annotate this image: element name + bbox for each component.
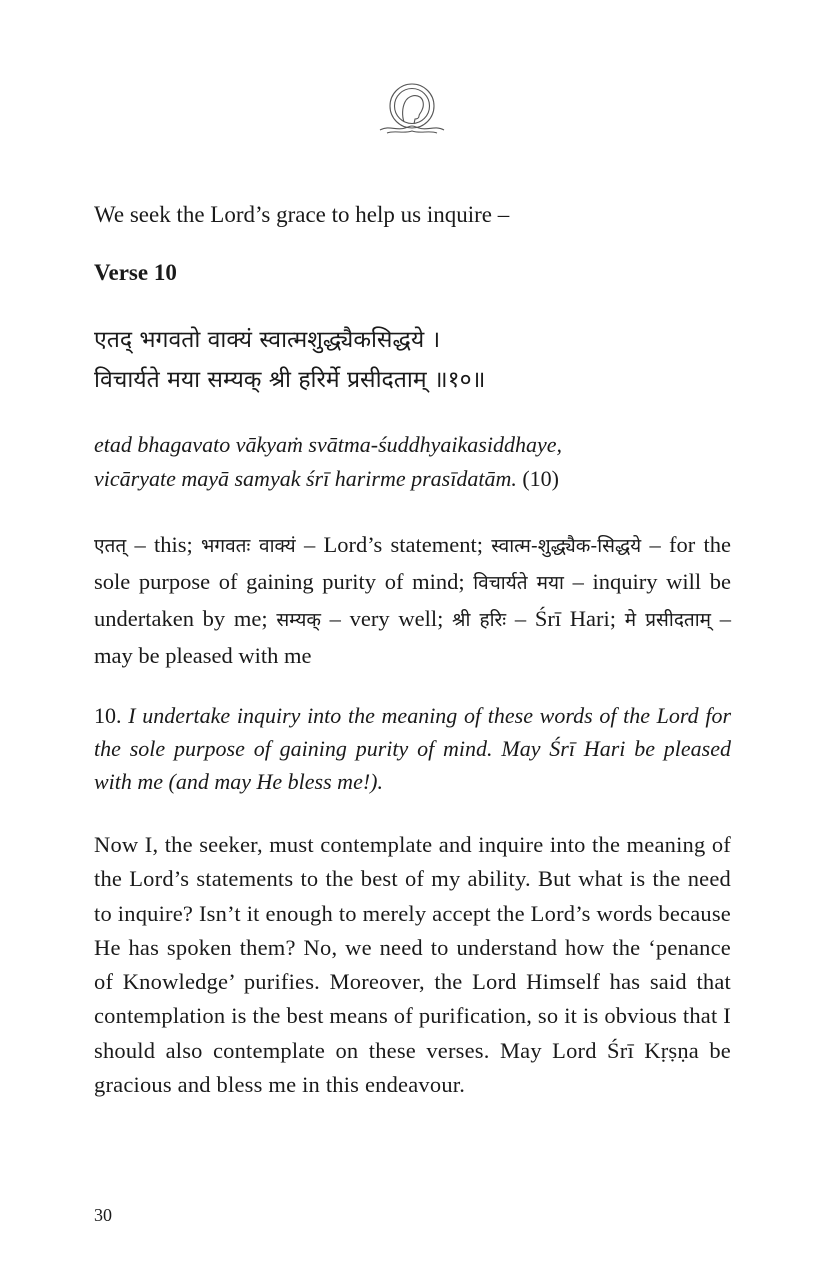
sanskrit-line-1: एतद् भगवतो वाक्यं स्वात्मशुद्ध्यैकसिद्धये । bbox=[94, 327, 441, 353]
transliteration-line-2 bbox=[94, 462, 731, 496]
word-meaning: – for the sole purpose of gaining purity of mind; bbox=[94, 532, 732, 594]
verse-translation bbox=[94, 699, 731, 798]
word-sanskrit: स्वात्म-शुद्ध्यैक-सिद्धये bbox=[491, 535, 642, 557]
word-sanskrit: विचार्यते मया bbox=[473, 572, 564, 594]
word-meaning: – very well; bbox=[320, 606, 453, 631]
page-number: 30 bbox=[94, 1205, 112, 1225]
book-page bbox=[94, 0, 731, 1275]
sanskrit-verse bbox=[94, 320, 731, 400]
word-meaning: – Śrī Hari; bbox=[506, 606, 625, 631]
word-meaning: – Lord’s statement; bbox=[295, 532, 492, 557]
translation-text: I undertake inquiry into the meaning of these words of the Lord for the sole purpose of gaining purity of mind. May Śrī Hari be pleased with me (and may He bless me!). bbox=[94, 703, 732, 794]
word-sanskrit: मे प्रसीदताम् bbox=[624, 609, 712, 631]
transliteration bbox=[94, 428, 731, 496]
transliteration-line-1: etad bhagavato vākyaṁ svātma-śuddhyaikasiddhaye, bbox=[94, 432, 562, 457]
verse-heading: Verse 10 bbox=[94, 260, 177, 285]
word-meaning: – may be pleased with me bbox=[94, 606, 731, 668]
word-meaning: – this; bbox=[126, 532, 202, 557]
word-sanskrit: एतत् bbox=[94, 535, 127, 557]
commentary-paragraph: Now I, the seeker, must contemplate and inquire into the meaning of the Lord’s statements to the best of my ability. But what is the need to inquire? Isn’t it enough to merely accept the Lord’s words because He has spoken them? No, we need to understand how the ‘penance of Knowledge’ purifies. Moreover, the Lord Himself has said that contemplation is the best means of purification, so it is obvious that I should also contemplate on these verses. May Lord Śrī Kṛṣṇa be gracious and bless me in this endeavour. bbox=[94, 832, 731, 1098]
verse-number: (10) bbox=[516, 466, 559, 491]
transliteration-line-2-text: vicāryate mayā samyak śrī harirme prasīdatām. bbox=[94, 466, 517, 491]
intro-line: We seek the Lord’s grace to help us inquire – bbox=[94, 202, 510, 227]
word-sanskrit: श्री हरिः bbox=[452, 609, 507, 631]
word-meanings bbox=[94, 527, 731, 673]
meditating-head-logo-icon bbox=[377, 80, 447, 140]
translation-number: 10. bbox=[94, 703, 129, 728]
word-sanskrit: सम्यक् bbox=[276, 609, 321, 631]
sanskrit-line-2: विचार्यते मया सम्यक् श्री हरिर्मे प्रसीदताम् ॥१०॥ bbox=[94, 367, 486, 393]
word-sanskrit: भगवतः वाक्यं bbox=[201, 535, 296, 557]
word-meaning: – inquiry will be undertaken by me; bbox=[94, 569, 731, 631]
